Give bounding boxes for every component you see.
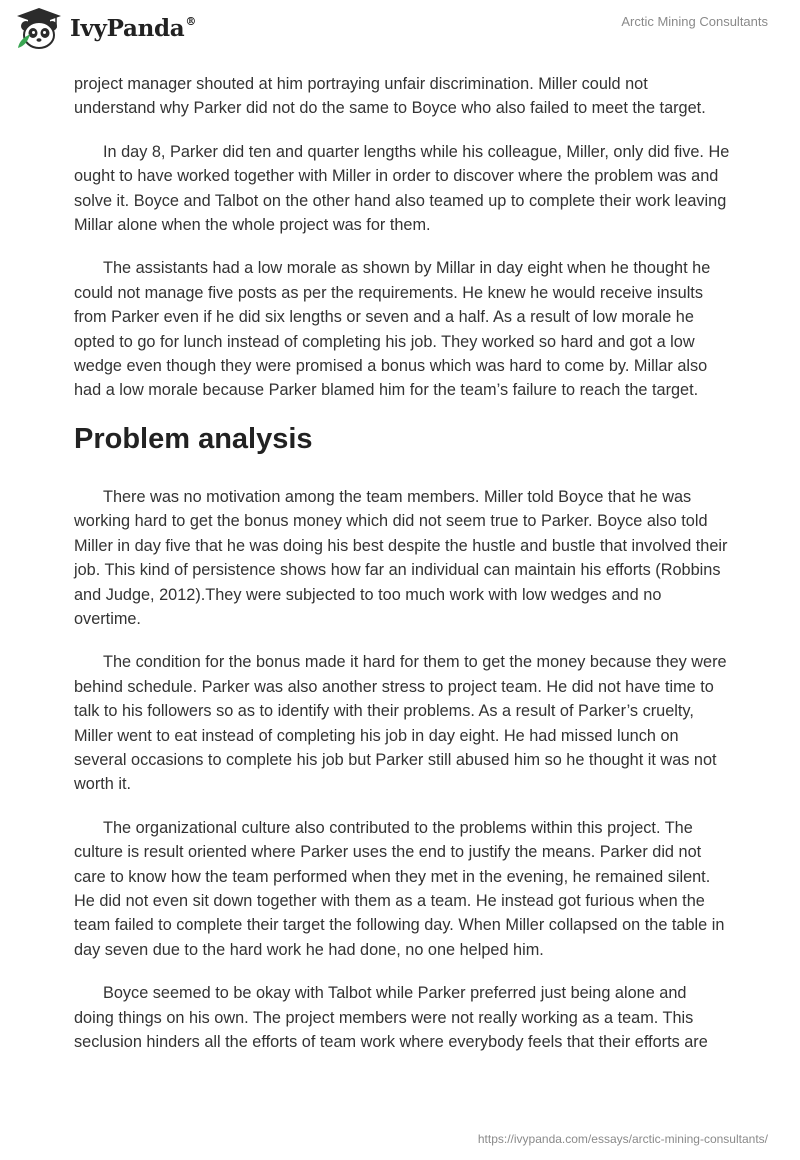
paragraph: The condition for the bonus made it hard for them to get the money because they were behind schedule. Parker was also another stress to project team. He did not have time to talk to his followers so as to identify with their problems. As a result of Parker’s cruelty, Miller went to eat instead of completing his job in day eight. He had missed lunch on several occasions to complete his job but Parker still abused him so he thought it was not worth it.: [74, 653, 727, 794]
paragraph: Boyce seemed to be okay with Talbot while Parker preferred just being alone and doing things on his own. The project members were not really working as a team. This seclusion hinders all the efforts of team work where everybody feels that their efforts are: [74, 984, 708, 1051]
document-title: Arctic Mining Consultants: [621, 14, 768, 29]
paragraph: In day 8, Parker did ten and quarter lengths while his colleague, Miller, only did five. He ought to have worked together with Miller in order to discover where the problem was and solve it. Boyce and Talbot on the other hand also teamed up to complete their work leaving Millar alone when the whole project was for them.: [74, 142, 730, 235]
ivypanda-logo[interactable]: [14, 6, 196, 50]
page-header: [0, 0, 800, 70]
logo-wordmark: IvyPanda®: [70, 14, 197, 42]
paragraph: There was no motivation among the team members. Miller told Boyce that he was working hard to get the bonus money which did not seem true to Parker. Boyce also told Miller in day five that he was doing his best despite the hustle and bustle that involved their job. This kind of persistence shows how far an individual can maintain his efforts (Robbins and Judge, 2012).They were subjected to too much work with low wedges and no overtime.: [74, 487, 728, 628]
paragraph: The organizational culture also contributed to the problems within this project. The culture is result oriented where Parker uses the end to justify the means. Parker did not care to know how the team performed when they met in the evening, he remained silent. He did not even sit down together with them as a team. He instead got furious when the team failed to complete their target the following day. When Miller collapsed on the table in day seven due to the hard work he had done, no one helped him.: [74, 818, 725, 959]
essay-content: [74, 72, 730, 1073]
paragraph: The assistants had a low morale as shown by Millar in day eight when he thought he could not manage five posts as per the requirements. He knew he would receive insults from Parker even if he did six lengths or seven and a half. As a result of low morale he opted to go for lunch instead of completing his job. They worked so hard and got a low wedge even though they were promised a bonus which was hard to come by. Millar also had a low morale because Parker blamed him for the team’s failure to reach the target.: [74, 259, 711, 400]
paragraph-continued: project manager shouted at him portraying unfair discrimination. Miller could not understand why Parker did not do the same to Boyce who also failed to meet the target.: [74, 75, 706, 118]
source-url[interactable]: https://ivypanda.com/essays/arctic-mining-consultants/: [477, 1132, 768, 1146]
panda-graduate-logo-icon: [14, 6, 64, 50]
section-heading: Problem analysis: [74, 422, 313, 455]
